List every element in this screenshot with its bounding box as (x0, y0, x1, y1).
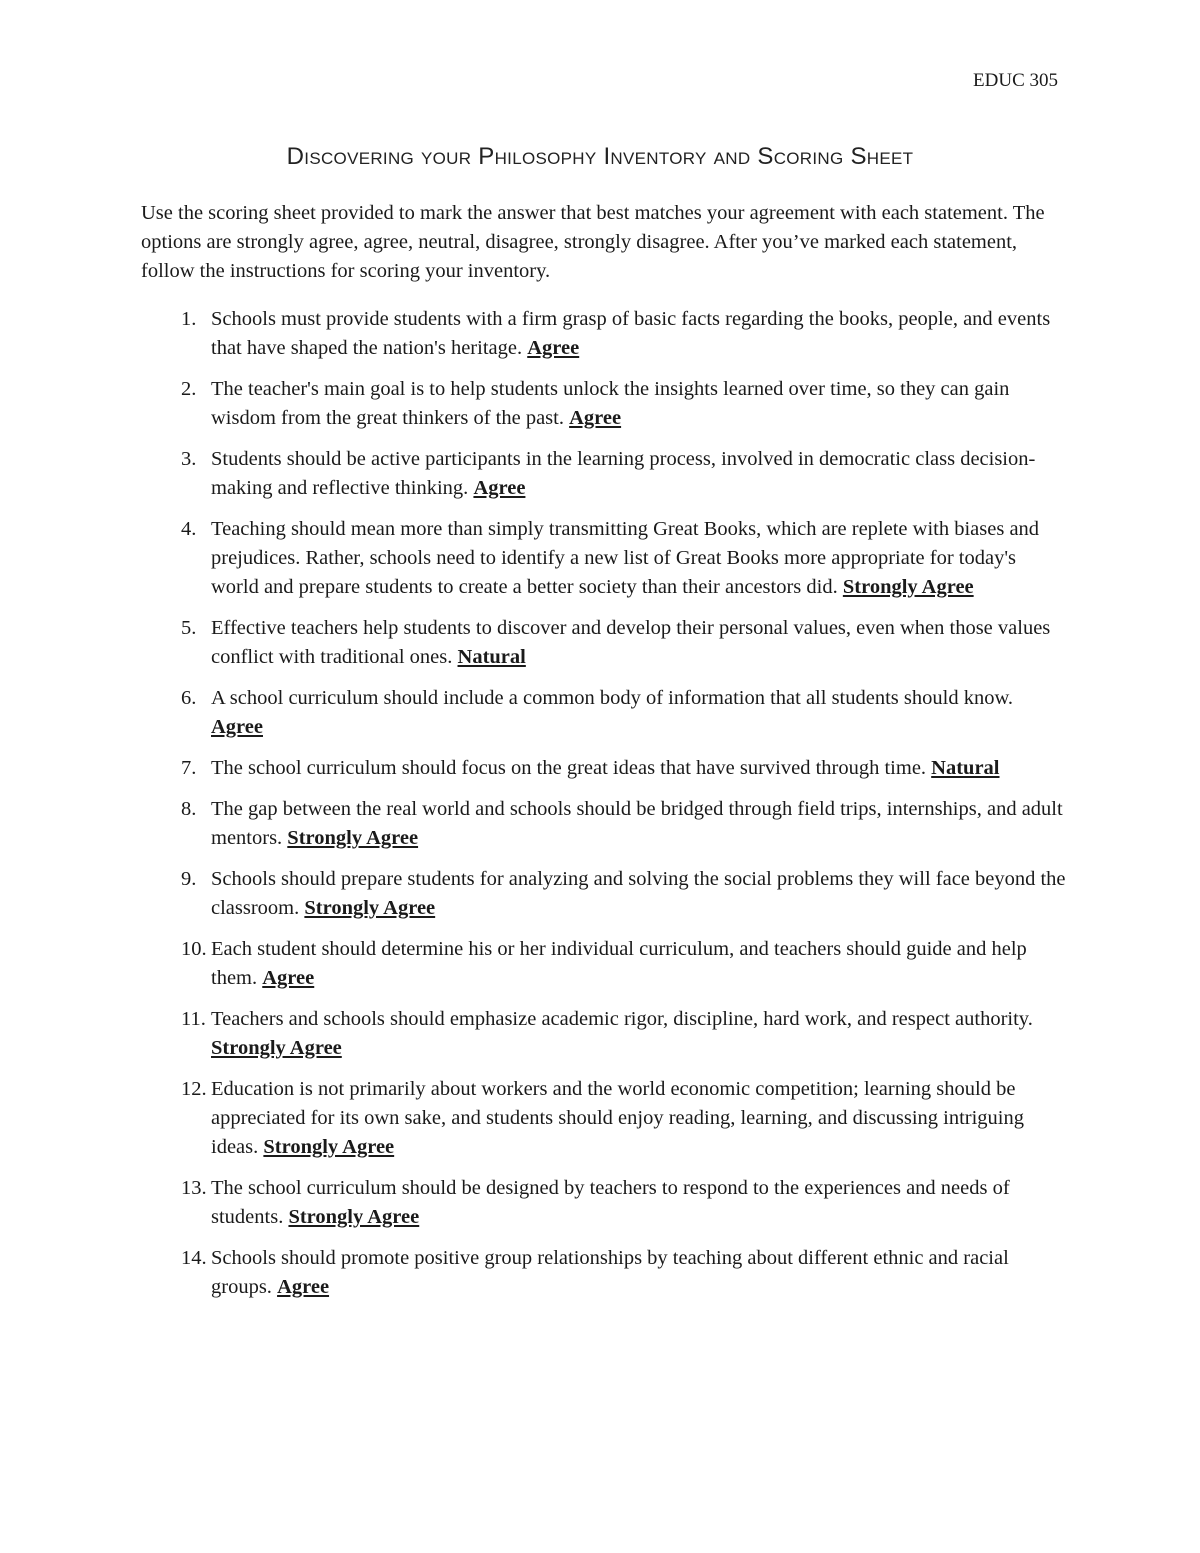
statement-number: 13. (181, 1177, 207, 1199)
statement-number: 6. (181, 687, 197, 709)
statement-text: Students should be active participants in the learning process, involved in democratic class decision-making and reflective thinking. (211, 448, 1036, 499)
statement-text: The gap between the real world and schools should be bridged through field trips, internships, and adult mentors. (211, 798, 1063, 849)
statement-text: Teachers and schools should emphasize academic rigor, discipline, hard work, and respect authority. (211, 1008, 1033, 1030)
statement-text: A school curriculum should include a common body of information that all students should know. (211, 687, 1014, 709)
list-item (141, 1244, 1066, 1302)
list-item (141, 1174, 1066, 1232)
list-item (141, 1005, 1066, 1063)
page-title: Discovering your Philosophy Inventory and Scoring Sheet (286, 143, 914, 170)
statement-answer: Agree (569, 407, 622, 429)
statement-number: 9. (181, 868, 197, 890)
statement-answer: Agree (277, 1276, 330, 1298)
statement-text: Schools should promote positive group relationships by teaching about different ethnic and racial groups. (211, 1247, 1009, 1298)
statement-number: 4. (181, 518, 197, 540)
statement-number: 14. (181, 1247, 207, 1269)
statement-number: 10. (181, 938, 207, 960)
list-item (141, 515, 1066, 602)
list-item (141, 305, 1066, 363)
list-item (141, 865, 1066, 923)
course-code: EDUC 305 (973, 70, 1058, 91)
statement-text: The school curriculum should focus on the great ideas that have survived through time. (211, 757, 927, 779)
statement-text: Each student should determine his or her individual curriculum, and teachers should guide and help them. (211, 938, 1027, 989)
statement-answer: Agree (262, 967, 315, 989)
statement-text: Schools should prepare students for analyzing and solving the social problems they will face beyond the classroom. (211, 868, 1066, 919)
statement-list (141, 305, 1066, 1314)
statement-number: 5. (181, 617, 197, 639)
statement-number: 8. (181, 798, 197, 820)
list-item (141, 684, 1066, 742)
statement-number: 2. (181, 378, 197, 400)
list-item (141, 935, 1066, 993)
list-item (141, 795, 1066, 853)
statement-number: 3. (181, 448, 197, 470)
statement-answer: Strongly Agree (842, 576, 974, 598)
statement-number: 11. (181, 1008, 206, 1030)
statement-answer: Agree (473, 477, 526, 499)
statement-number: 7. (181, 757, 197, 779)
list-item (141, 614, 1066, 672)
statement-answer: Strongly Agree (288, 1206, 420, 1228)
statement-number: 12. (181, 1078, 207, 1100)
statement-text: Education is not primarily about workers and the world economic competition; learning should be appreciated for its own sake, and students should enjoy reading, learning, and discussing intriguing ideas. (211, 1078, 1024, 1158)
statement-number: 1. (181, 308, 197, 330)
statement-text: The school curriculum should be designed by teachers to respond to the experiences and needs of students. (211, 1177, 1010, 1228)
statement-text: The teacher's main goal is to help students unlock the insights learned over time, so they can gain wisdom from the great thinkers of the past. (211, 378, 1010, 429)
statement-answer: Strongly Agree (263, 1136, 395, 1158)
list-item (141, 445, 1066, 503)
statement-answer: Strongly Agree (287, 827, 419, 849)
statement-text: Schools must provide students with a firm grasp of basic facts regarding the books, people, and events that have shaped the nation's heritage. (211, 308, 1051, 359)
list-item (141, 375, 1066, 433)
statement-answer: Agree (211, 716, 263, 738)
statement-text: Effective teachers help students to discover and develop their personal values, even when those values conflict with traditional ones. (211, 617, 1051, 668)
statement-answer: Natural (457, 646, 526, 668)
statement-answer: Strongly Agree (304, 897, 436, 919)
statement-text: Teaching should mean more than simply transmitting Great Books, which are replete with biases and prejudices. Rather, schools need to identify a new list of Great Books more appropriate for today's world and prepare students to create a better society than their ancestors did. (211, 518, 1040, 598)
list-item (141, 1075, 1066, 1162)
statement-answer: Natural (931, 757, 1000, 779)
statement-answer: Agree (527, 337, 580, 359)
list-item (141, 754, 1066, 783)
intro-paragraph: Use the scoring sheet provided to mark the answer that best matches your agreement with each statement. The options are strongly agree, agree, neutral, disagree, strongly disagree. After you’ve marked each statement, follow the instructions for scoring your inventory. (141, 202, 1045, 282)
statement-answer: Strongly Agree (211, 1037, 342, 1059)
